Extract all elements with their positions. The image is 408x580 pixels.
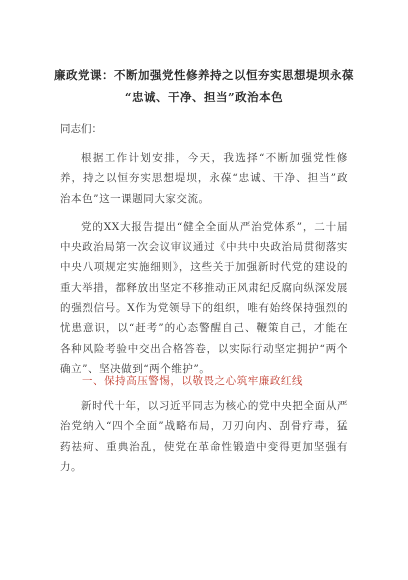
document-title bbox=[40, 64, 368, 108]
paragraph-1: 根据工作计划安排，今天，我选择“不断加强党性修养，持之以恒夯实思想堤坝，永葆“忠诚、干净、担当”政治本色”这一课题同大家交流。 bbox=[60, 152, 348, 205]
title-line-1: 廉政党课：不断加强党性修养持之以恒夯实思想堤坝永葆 bbox=[54, 68, 354, 82]
greeting: 同志们： bbox=[60, 123, 102, 135]
section-heading: 一、保持高压警惕，以敬畏之心筑牢廉政红线 bbox=[82, 375, 303, 387]
title-line-2: “忠诚、干净、担当”政治本色 bbox=[124, 90, 284, 104]
section-body bbox=[60, 396, 348, 477]
document-body bbox=[60, 148, 348, 379]
paragraph-3: 新时代十年，以习近平同志为核心的党中央把全面从严治党纳入“四个全面”战略布局，刀刃向内、刮骨疗毒，猛药祛疴、重典治乱，使党在革命性锻造中变得更加坚强有力。 bbox=[60, 400, 348, 473]
paragraph-2: 党的XX大报告提出“健全全面从严治党体系”，二十届中央政治局第一次会议审议通过《中共中央政治局贯彻落实中央八项规定实施细则》，这些关于加强新时代党的建设的重大举措，都释放出坚定不移推动正风肃纪反腐向纵深发展的强烈信号。X作为党领导下的组织，唯有始终保持强烈的忧患意识，以“赶考”的心态警醒自己、鞭策自己，才能在各种风险考验中交出合格答卷，以实际行动坚定拥护“两个确立”、坚决做到“两个维护”。 bbox=[60, 220, 348, 375]
